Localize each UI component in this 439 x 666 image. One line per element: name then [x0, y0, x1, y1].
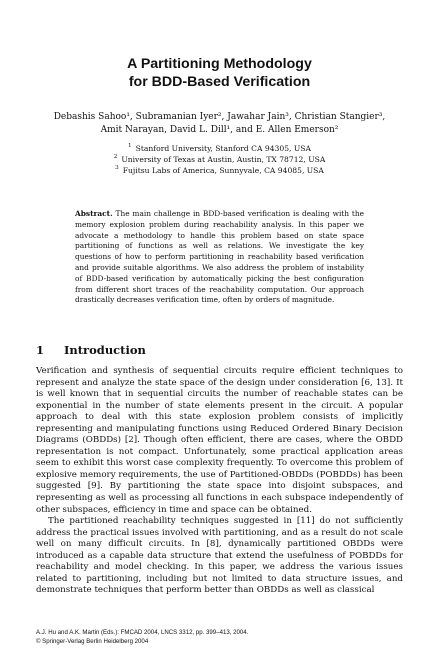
affiliations — [40, 143, 399, 176]
abstract — [75, 209, 364, 306]
paragraph-2: The partitioned reachability techniques suggested in [11] do not sufficiently address the practical issues involved with partitioning, and as a result do not scale well on many difficult circuits. In [8], dynamically partitioned OBDDs were introduced as a capable data structure that extend the usefulness of POBDDs for reachability and model checking. In this paper, we address the various issues related to partitioning, including but not limited to data structure issues, and demonstrate techniques that perform better than OBDDs as well as classical — [36, 516, 403, 596]
section-heading — [36, 343, 146, 357]
abstract-label: Abstract. — [75, 209, 113, 218]
section-title: Introduction — [64, 343, 146, 357]
affiliation-1: $^1$ Stanford University, Stanford CA 94305, USA — [128, 143, 311, 153]
paragraph-1: Verification and synthesis of sequential circuits require efficient techniques to represent and analyze the state space of the design under consideration [6, 13]. It is well known that in sequential circuits the number of reachable states can be exponential in the number of state elements present in the circuit. A popular approach to deal with this state explosion problem consists of implicitly representing and manipulating functions using Reduced Ordered Binary Decision Diagrams (OBDDs) [2]. Though often efficient, there are cases, where the OBDD representation is not compact. Unfortunately, some practical application areas seem to exhibit this worst case complexity frequently. To overcome this problem of explosive memory requirements, the use of Partitioned-OBDDs (POBDDs) has been suggested [9]. By partitioning the state space into disjoint subspaces, and representing as well as processing all functions in each subspace independently of other subspaces, efficiency in time and space can be obtained. — [36, 366, 403, 515]
paper-title-line-1: A Partitioning Methodology — [127, 56, 312, 72]
authors-line-1: Debashis Sahoo¹, Subramanian Iyer², Jawahar Jain³, Christian Stangier³, — [53, 112, 386, 122]
page-footer — [36, 628, 248, 646]
footer-copyright: © Springer-Verlag Berlin Heidelberg 2004 — [36, 638, 149, 646]
section-number: 1 — [36, 343, 45, 357]
authors-line-2: Amit Narayan, David L. Dill¹, and E. Allen Emerson² — [100, 125, 339, 135]
paper-title-line-2: for BDD-Based Verification — [128, 74, 311, 90]
footer-citation: A.J. Hu and A.K. Martin (Eds.): FMCAD 2004, LNCS 3312, pp. 399–413, 2004. — [36, 629, 249, 636]
body-text — [36, 366, 403, 597]
affiliation-3: $^3$ Fujitsu Labs of America, Sunnyvale, CA 94085, USA — [115, 165, 324, 175]
abstract-text: The main challenge in BDD-based verification is dealing with the memory explosion problem during reachability analysis. In this paper we advocate a methodology to handle this problem based on state space partitioning of functions as well as relations. We investigate the key questions of how to perform partitioning in reachability based verification and provide suitable algorithms. We also address the problem of instability of BDD-based verification by automatically picking the best configuration from different short traces of the reachability computation. Our approach drastically decreases verification time, often by orders of magnitude. — [75, 209, 364, 305]
affiliation-2: $^2$ University of Texas at Austin, Austin, TX 78712, USA — [113, 154, 326, 164]
